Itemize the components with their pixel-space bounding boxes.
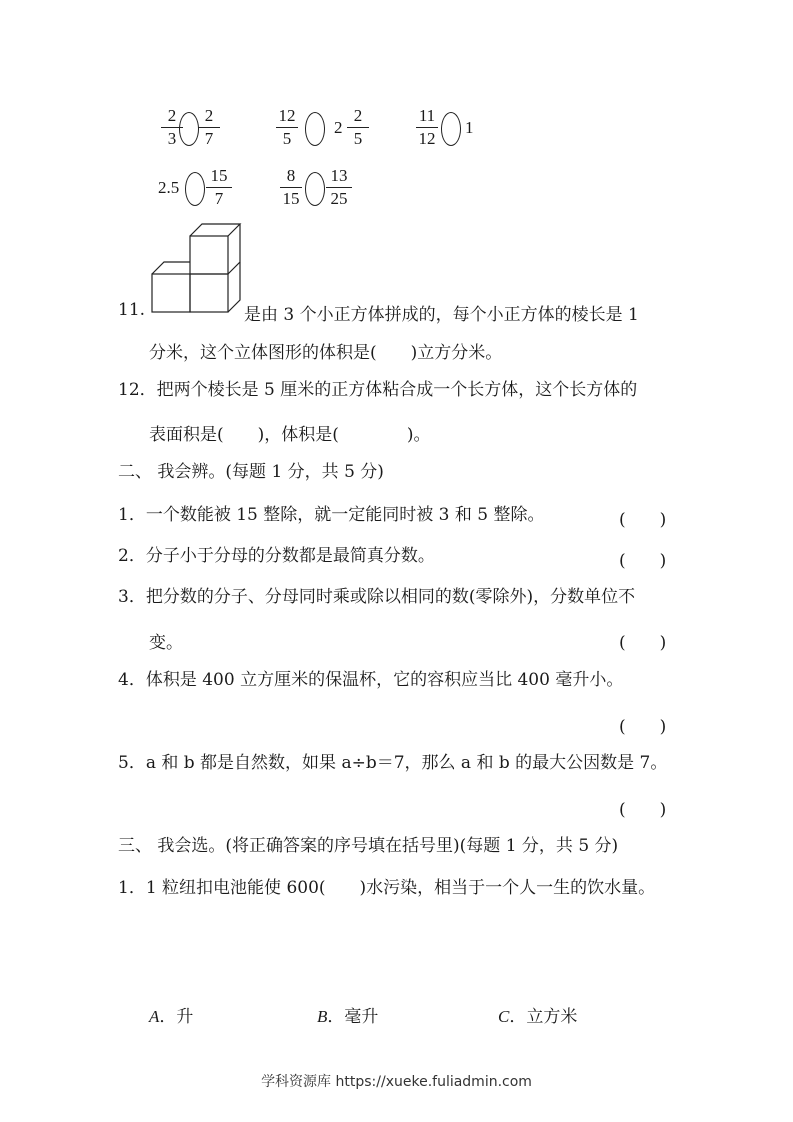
answer-oval[interactable] [305,112,325,146]
choice-question-1: 1．1 粒纽扣电池能使 600( )水污染，相当于一个人一生的饮水量。 [118,878,656,898]
question-12-text-cont: 表面积是( )，体积是( )。 [149,425,431,445]
footer-watermark: 学科资源库 https://xueke.fuliadmin.com [261,1074,532,1090]
question-12: 12．把两个棱长是 5 厘米的正方体粘合成一个长方体，这个长方体的 [118,380,638,400]
answer-oval[interactable] [185,172,205,206]
answer-oval[interactable] [179,112,199,146]
fraction: 15 7 [206,166,232,209]
section-2-heading: 二、 我会辨。(每题 1 分，共 5 分) [118,462,384,482]
judge-item-3-cont: 变。 [149,633,183,653]
fraction: 2 7 [198,106,220,149]
whole-number: 1 [465,118,474,137]
fraction: 2 3 [161,106,183,149]
judge-item-5: 5．a 和 b 都是自然数，如果 a÷b＝7，那么 a 和 b 的最大公因数是 7。 [118,753,668,773]
judge-item-4: 4．体积是 400 立方厘米的保温杯，它的容积应当比 400 毫升小。 [118,670,624,690]
fraction: 13 25 [326,166,352,209]
cube-figure [150,222,246,318]
section-3-heading: 三、 我会选。(将正确答案的序号填在括号里)(每题 1 分，共 5 分) [118,836,619,856]
question-11: 11. [118,300,146,320]
answer-bracket[interactable]: ( ) [619,633,667,653]
fraction: 8 15 [280,166,302,209]
fraction: 11 12 [416,106,438,149]
choice-c[interactable]: C．立方米 [498,1007,578,1027]
answer-bracket[interactable]: ( ) [619,510,667,530]
judge-item-3: 3．把分数的分子、分母同时乘或除以相同的数(零除外)，分数单位不 [118,587,636,607]
whole-number: 2 [334,118,343,137]
choice-a[interactable]: A．升 [149,1007,194,1027]
answer-bracket[interactable]: ( ) [619,551,667,571]
judge-item-2: 2．分子小于分母的分数都是最简真分数。 [118,546,435,566]
question-11-text-cont: 分米，这个立体图形的体积是( )立方分米。 [149,343,503,363]
answer-oval[interactable] [441,112,461,146]
decimal-number: 2.5 [158,178,180,197]
answer-bracket[interactable]: ( ) [619,717,667,737]
judge-item-1: 1．一个数能被 15 整除，就一定能同时被 3 和 5 整除。 [118,505,545,525]
answer-bracket[interactable]: ( ) [619,800,667,820]
choice-b[interactable]: B．毫升 [317,1007,379,1027]
question-11-text: 是由 3 个小正方体拼成的，每个小正方体的棱长是 1 [244,305,639,325]
fraction: 2 5 [347,106,369,149]
fraction: 12 5 [276,106,298,149]
answer-oval[interactable] [305,172,325,206]
